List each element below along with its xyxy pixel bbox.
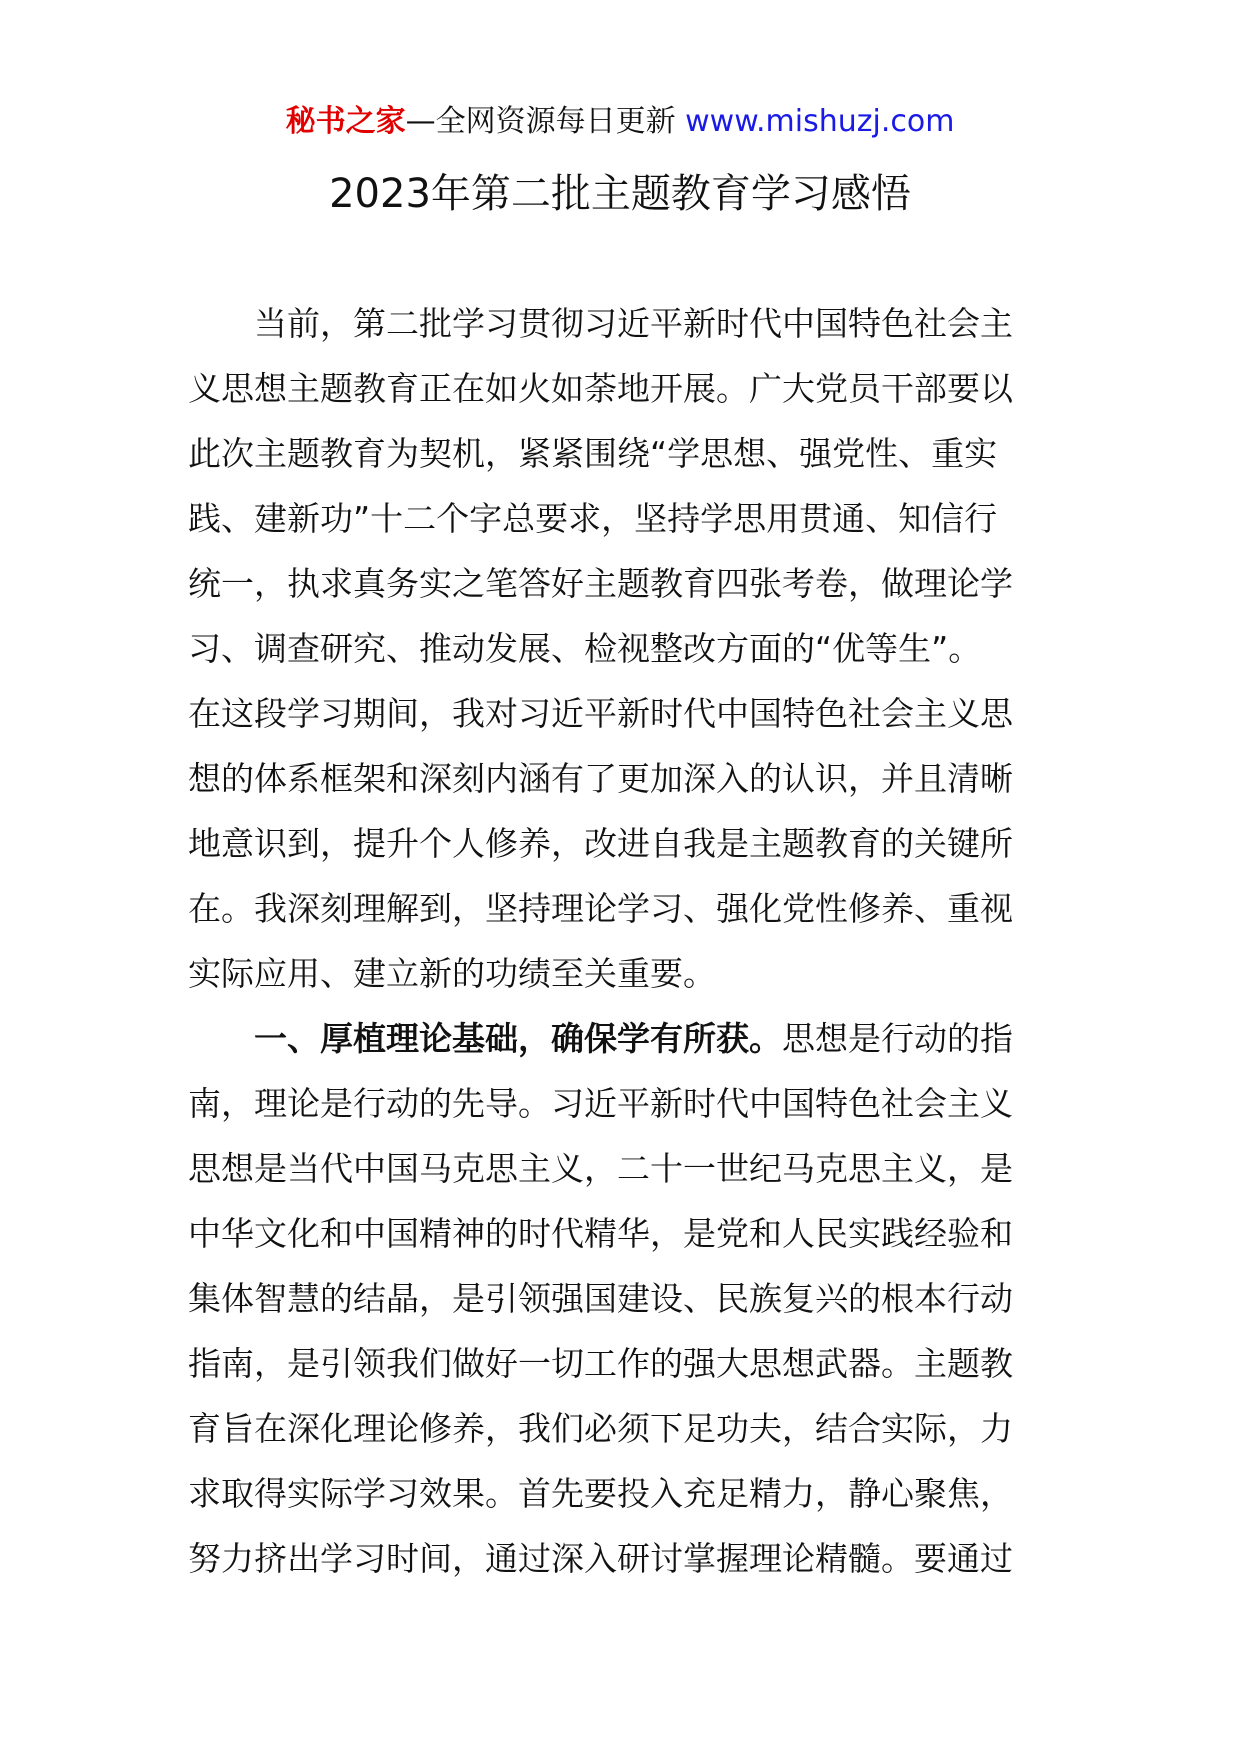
paragraph-line: 南，理论是行动的先导。习近平新时代中国特色社会主义 xyxy=(188,1084,1013,1123)
paragraph-line: 义思想主题教育正在如火如荼地开展。广大党员干部要以 xyxy=(188,369,1013,408)
section-first-line xyxy=(188,1006,1068,1071)
paragraph-line: 当前，第二批学习贯彻习近平新时代中国特色社会主 xyxy=(254,304,1013,343)
paragraph-line: 在这段学习期间，我对习近平新时代中国特色社会主义思 xyxy=(188,694,1013,733)
paragraph-line: 集体智慧的结晶，是引领强国建设、民族复兴的根本行动 xyxy=(188,1279,1013,1318)
paragraph-line: 中华文化和中国精神的时代精华，是党和人民实践经验和 xyxy=(188,1214,1013,1253)
document-title: 2023年第二批主题教育学习感悟 xyxy=(329,171,911,217)
site-slogan: —全网资源每日更新 xyxy=(405,104,686,139)
section-first-line-text: 思想是行动的指 xyxy=(782,1019,1013,1058)
paragraph-line: 想的体系框架和深刻内涵有了更加深入的认识，并且清晰 xyxy=(188,759,1013,798)
paragraph-line: 努力挤出学习时间，通过深入研讨掌握理论精髓。要通过 xyxy=(188,1539,1013,1578)
site-url-link[interactable]: www.mishuzj.com xyxy=(685,104,955,139)
section-one xyxy=(188,1006,1068,1591)
site-header xyxy=(0,100,1240,144)
section-heading: 一、厚植理论基础，确保学有所获。 xyxy=(254,1019,782,1058)
site-brand: 秘书之家 xyxy=(285,104,406,139)
paragraph-line: 在。我深刻理解到，坚持理论学习、强化党性修养、重视 xyxy=(188,889,1013,928)
paragraph-line: 思想是当代中国马克思主义，二十一世纪马克思主义，是 xyxy=(188,1149,1013,1188)
paragraph-line: 统一，执求真务实之笔答好主题教育四张考卷，做理论学 xyxy=(188,564,1013,603)
document-body xyxy=(188,291,1068,1591)
paragraph-line: 践、建新功”十二个字总要求，坚持学思用贯通、知信行 xyxy=(188,499,998,538)
paragraph-line: 求取得实际学习效果。首先要投入充足精力，静心聚焦， xyxy=(188,1474,1013,1513)
paragraph-line: 此次主题教育为契机，紧紧围绕“学思想、强党性、重实 xyxy=(188,434,998,473)
paragraph-line: 实际应用、建立新的功绩至关重要。 xyxy=(188,954,716,993)
paragraph-line: 习、调查研究、推动发展、检视整改方面的“优等生”。 xyxy=(188,629,982,668)
paragraph-line: 指南，是引领我们做好一切工作的强大思想武器。主题教 xyxy=(188,1344,1013,1383)
paragraph-intro xyxy=(188,291,1068,1006)
paragraph-line: 育旨在深化理论修养，我们必须下足功夫，结合实际，力 xyxy=(188,1409,1013,1448)
paragraph-line: 地意识到，提升个人修养，改进自我是主题教育的关键所 xyxy=(188,824,1013,863)
